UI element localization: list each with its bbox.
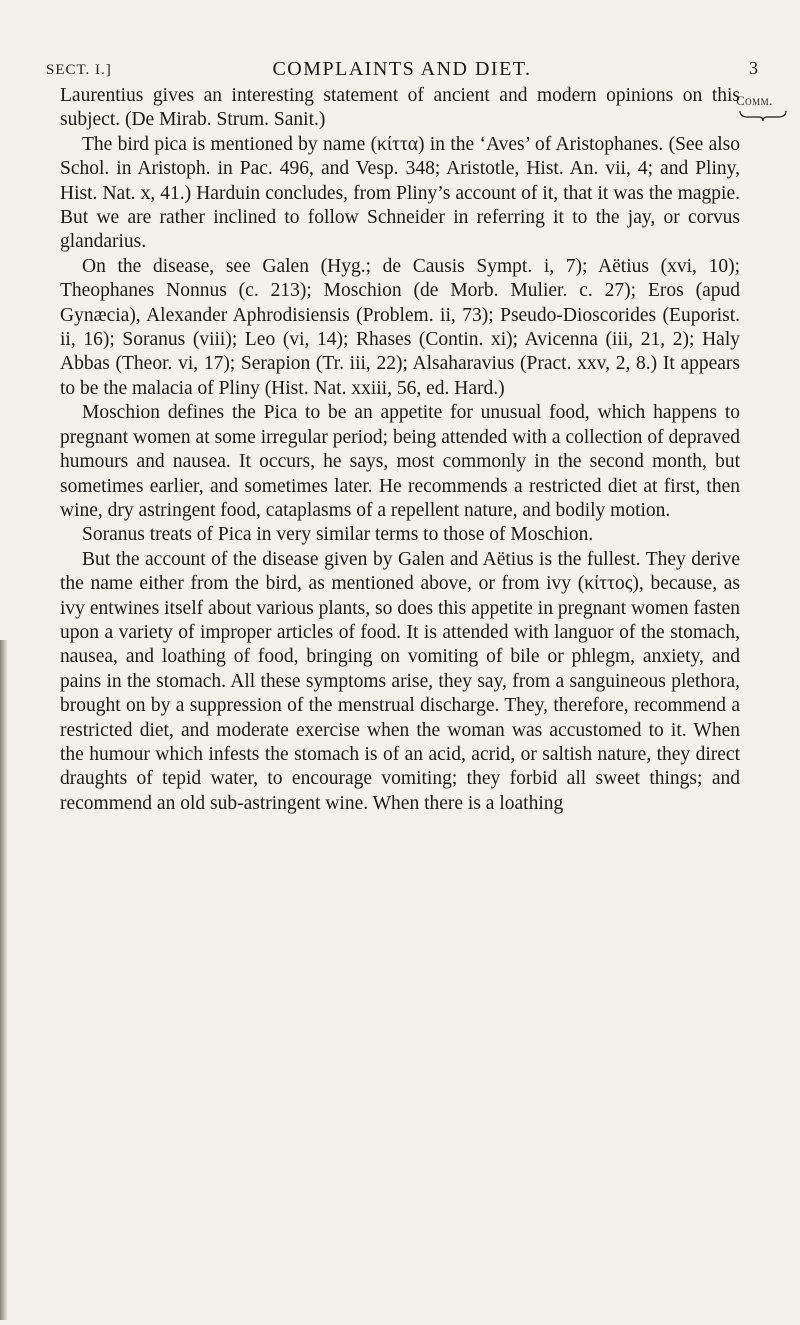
paragraph: Laurentius gives an interesting statement of ancient and modern opinions on this subject. (De Mirab. Strum. Sanit.) (60, 85, 740, 131)
paragraph: But the account of the disease given by Galen and Aëtius is the fullest. They derive the name either from the bird, as mentioned above, or from ivy (κίττος), because, as ivy entwines itself about various plants, so does this appetite in pregnant women fasten upon a variety of improper articles of food. It is attended with languor of the stomach, nausea, and loathing of food, bringing on vomiting of bile or phlegm, anxiety, and pains in the stomach. All these symptoms arise, they say, from a sanguineous plethora, brought on by a suppression of the menstrual discharge. They, therefore, recommend a restricted diet, and moderate exercise when the woman was accustomed to it. When the humour which infests the stomach is of an acid, acrid, or saltish nature, they direct draughts of tepid water, to encourage vomiting; they forbid all sweet things; and recommend an old sub-astringent wine. When there is a loathing (60, 548, 740, 814)
binding-shadow (0, 640, 8, 1320)
margin-note: Comm. (736, 93, 773, 108)
section-label: SECT. I.] (46, 62, 112, 78)
body-text (60, 84, 740, 816)
running-header (46, 58, 758, 86)
page-title: COMPLAINTS AND DIET. (272, 58, 532, 80)
paragraph: The bird pica is mentioned by name (κίττα) in the ‘Aves’ of Aristophanes. (See also Schol. in Aristoph. in Pac. 496, and Vesp. 348; Aristotle, Hist. An. vii, 4; and Pliny, Hist. Nat. x, 41.) Harduin concludes, from Pliny’s account of it, that it was the magpie. But we are rather inclined to follow Schneider in referring it to the jay, or corvus glandarius. (60, 133, 740, 253)
brace-mark (738, 110, 788, 122)
paragraph: Moschion defines the Pica to be an appetite for unusual food, which happens to pregnant women at some irregular period; being attended with a collection of depraved humours and nausea. It occurs, he says, most commonly in the second month, but sometimes earlier, and sometimes later. He recommends a restricted diet at first, then wine, dry astringent food, cataplasms of a repellent nature, and bodily motion. (60, 402, 740, 521)
paragraph: On the disease, see Galen (Hyg.; de Causis Sympt. i, 7); Aëtius (xvi, 10); Theophanes Nonnus (c. 213); Moschion (de Morb. Mulier. c. 27); Eros (apud Gynæcia), Alexander Aphrodisiensis (Problem. ii, 73); Pseudo-Dioscorides (Euporist. ii, 16); Soranus (viii); Leo (vi, 14); Rhases (Contin. xi); Avicenna (iii, 21, 2); Haly Abbas (Theor. vi, 17); Serapion (Tr. iii, 22); Alsaharavius (Pract. xxv, 2, 8.) It appears to be the malacia of Pliny (Hist. Nat. xxiii, 56, ed. Hard.) (60, 255, 740, 399)
page-number: 3 (749, 58, 758, 78)
paragraph: Soranus treats of Pica in very similar terms to those of Moschion. (82, 524, 594, 546)
